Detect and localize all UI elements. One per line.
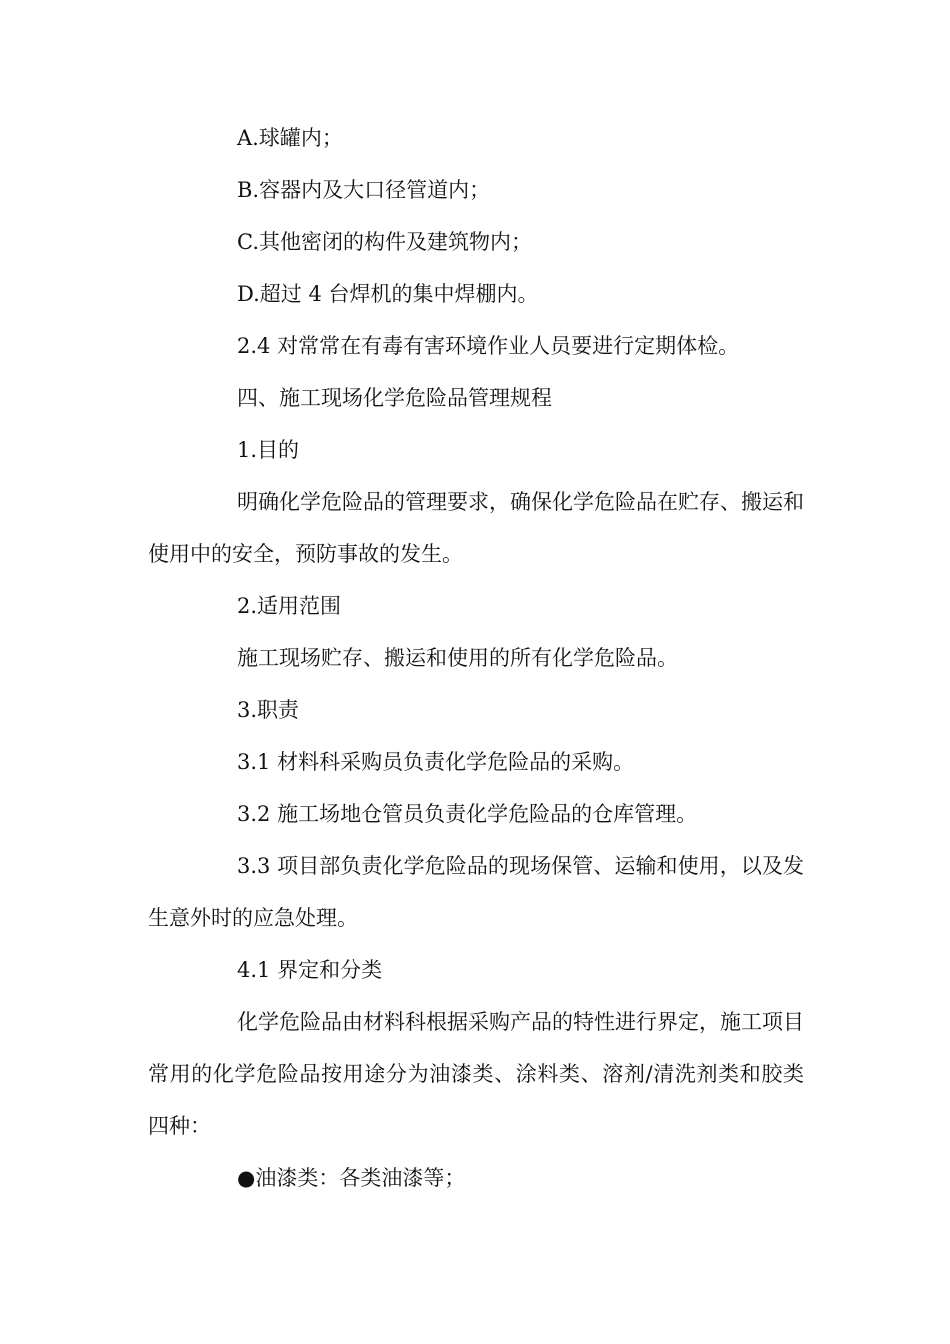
- item-a: A.球罐内；: [237, 126, 343, 150]
- duty-3-1: 3.1 材料科采购员负责化学危险品的采购。: [237, 750, 635, 774]
- duty-3-2: 3.2 施工场地仓管员负责化学危险品的仓库管理。: [237, 802, 698, 826]
- document-body: [148, 112, 804, 1204]
- bullet-paint: ●油漆类：各类油漆等；: [237, 1166, 466, 1190]
- item-b: B.容器内及大口径管道内；: [237, 178, 491, 202]
- purpose-paragraph: 明确化学危险品的管理要求，确保化学危险品在贮存、搬运和使用中的安全，预防事故的发生。: [148, 490, 804, 566]
- clause-2-4: 2.4 对常常在有毒有害环境作业人员要进行定期体检。: [237, 334, 740, 358]
- item-d: D.超过 4 台焊机的集中焊棚内。: [237, 282, 539, 306]
- scope-heading: 2.适用范围: [237, 594, 342, 618]
- duties-heading: 3.职责: [237, 698, 300, 722]
- duty-3-3: 3.3 项目部负责化学危险品的现场保管、运输和使用，以及发生意外时的应急处理。: [148, 854, 804, 930]
- classification-paragraph: 化学危险品由材料科根据采购产品的特性进行界定，施工项目常用的化学危险品按用途分为油漆类、涂料类、溶剂/清洗剂类和胶类四种：: [148, 1010, 804, 1138]
- purpose-heading: 1.目的: [237, 438, 300, 462]
- scope-text: 施工现场贮存、搬运和使用的所有化学危险品。: [237, 646, 678, 670]
- section-heading: 四、施工现场化学危险品管理规程: [237, 386, 552, 410]
- classification-heading: 4.1 界定和分类: [237, 958, 383, 982]
- item-c: C.其他密闭的构件及建筑物内；: [237, 230, 532, 254]
